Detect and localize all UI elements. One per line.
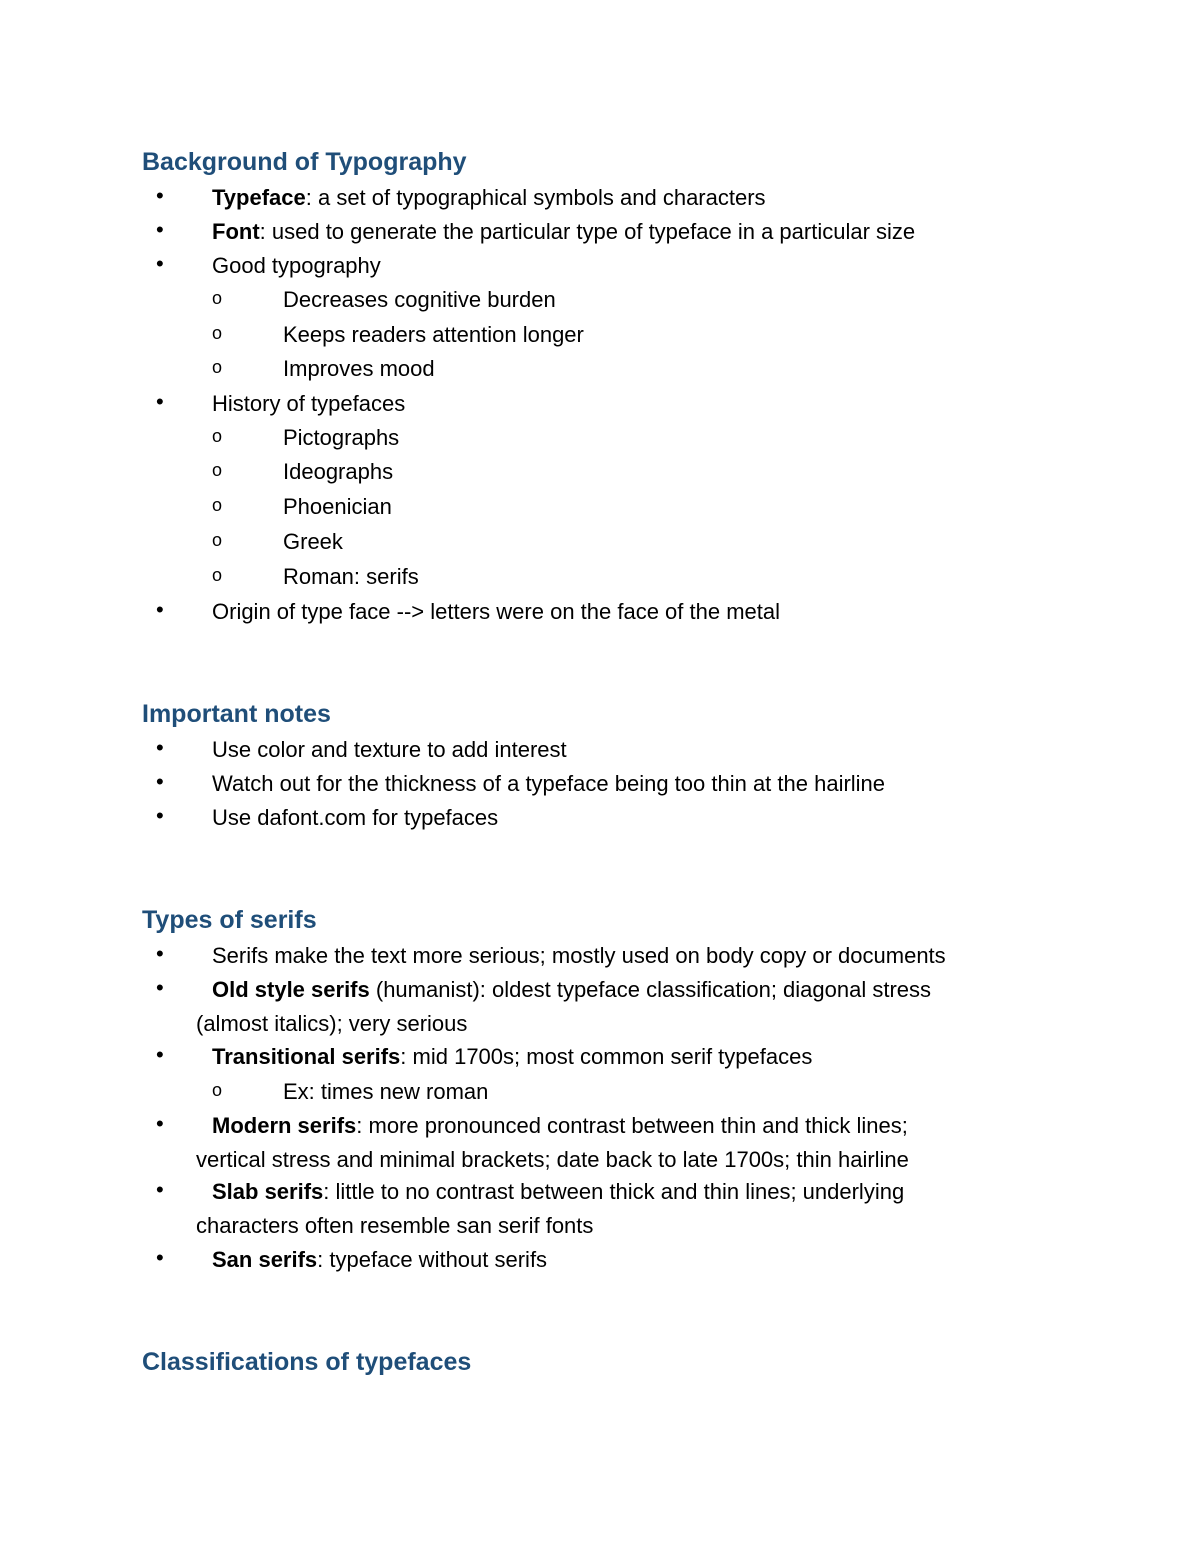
bullet-icon: • <box>156 597 164 622</box>
circle-bullet-icon: o <box>212 495 223 515</box>
bullet-icon: • <box>156 183 164 208</box>
document-page: Background of Typography • Typeface: a set of typographical symbols and characters • Font: used to generate the particular type of typeface in a particular size • Good typography o Decreases cognitive burden o Keeps readers attention longer o Improves mood • History of typefaces o Pictographs o Ideographs o Phoenician o Greek o Roman: serifs • Origin of type face --> letters were on the face of the metal Important notes • Use color and texture to add interest • Watch out for the thickness of a typeface being too thin at the hairline • Use dafont.com for typefaces Types of serifs • Serifs make the text more serious; mostly used on body copy or documents • Old style serifs (humanist): oldest typeface classification; diagonal stress (almost italics); very serious • Transitional serifs: mid 1700s; most common serif typefaces o Ex: times new roman • Modern serifs: more pronounced contrast between thin and thick lines; vertical stress and minimal brackets; date back to late 1700s; thin hairline • Slab serifs: little to no contrast between thick and thin lines; underlying characters often resemble san serif fonts • San serifs: typeface without serifs Classifications of typefaces <box>0 0 1200 1553</box>
circle-bullet-icon: o <box>212 357 223 377</box>
heading-background-of-typography: Background of Typography <box>142 148 467 176</box>
circle-bullet-icon: o <box>212 565 223 585</box>
bullet-icon: • <box>156 1111 164 1136</box>
bullet-icon: • <box>156 803 164 828</box>
term-typeface: Typeface <box>212 185 306 210</box>
bullet-icon: • <box>156 941 164 966</box>
bullet-icon: • <box>156 389 164 414</box>
heading-classifications-of-typefaces: Classifications of typefaces <box>142 1348 472 1376</box>
circle-bullet-icon: o <box>212 530 223 550</box>
definition-typeface: : a set of typographical symbols and characters <box>305 185 766 210</box>
term-old-style: Old style serifs <box>212 977 370 1002</box>
circle-bullet-icon: o <box>212 1080 223 1100</box>
term-modern: Modern serifs <box>212 1113 357 1138</box>
circle-bullet-icon: o <box>212 460 223 480</box>
term-transitional: Transitional serifs <box>212 1044 401 1069</box>
heading-types-of-serifs: Types of serifs <box>142 906 317 934</box>
circle-bullet-icon: o <box>212 323 223 343</box>
bullet-icon: • <box>156 975 164 1000</box>
bullet-icon: • <box>156 1245 164 1270</box>
term-slab: Slab serifs <box>212 1179 324 1204</box>
term-san-serif: San serifs <box>212 1247 318 1272</box>
term-font: Font <box>212 219 260 244</box>
bullet-icon: • <box>156 1042 164 1067</box>
good-typography-label: Good typography <box>212 253 381 278</box>
bullet-icon: • <box>156 251 164 276</box>
circle-bullet-icon: o <box>212 426 223 446</box>
bullet-icon: • <box>156 1177 164 1202</box>
circle-bullet-icon: o <box>212 288 223 308</box>
definition-font: : used to generate the particular type of typeface in a particular size <box>259 219 916 244</box>
bullet-icon: • <box>156 735 164 760</box>
bullet-icon: • <box>156 769 164 794</box>
heading-important-notes: Important notes <box>142 700 331 728</box>
bullet-icon: • <box>156 217 164 242</box>
history-label: History of typefaces <box>212 391 406 416</box>
